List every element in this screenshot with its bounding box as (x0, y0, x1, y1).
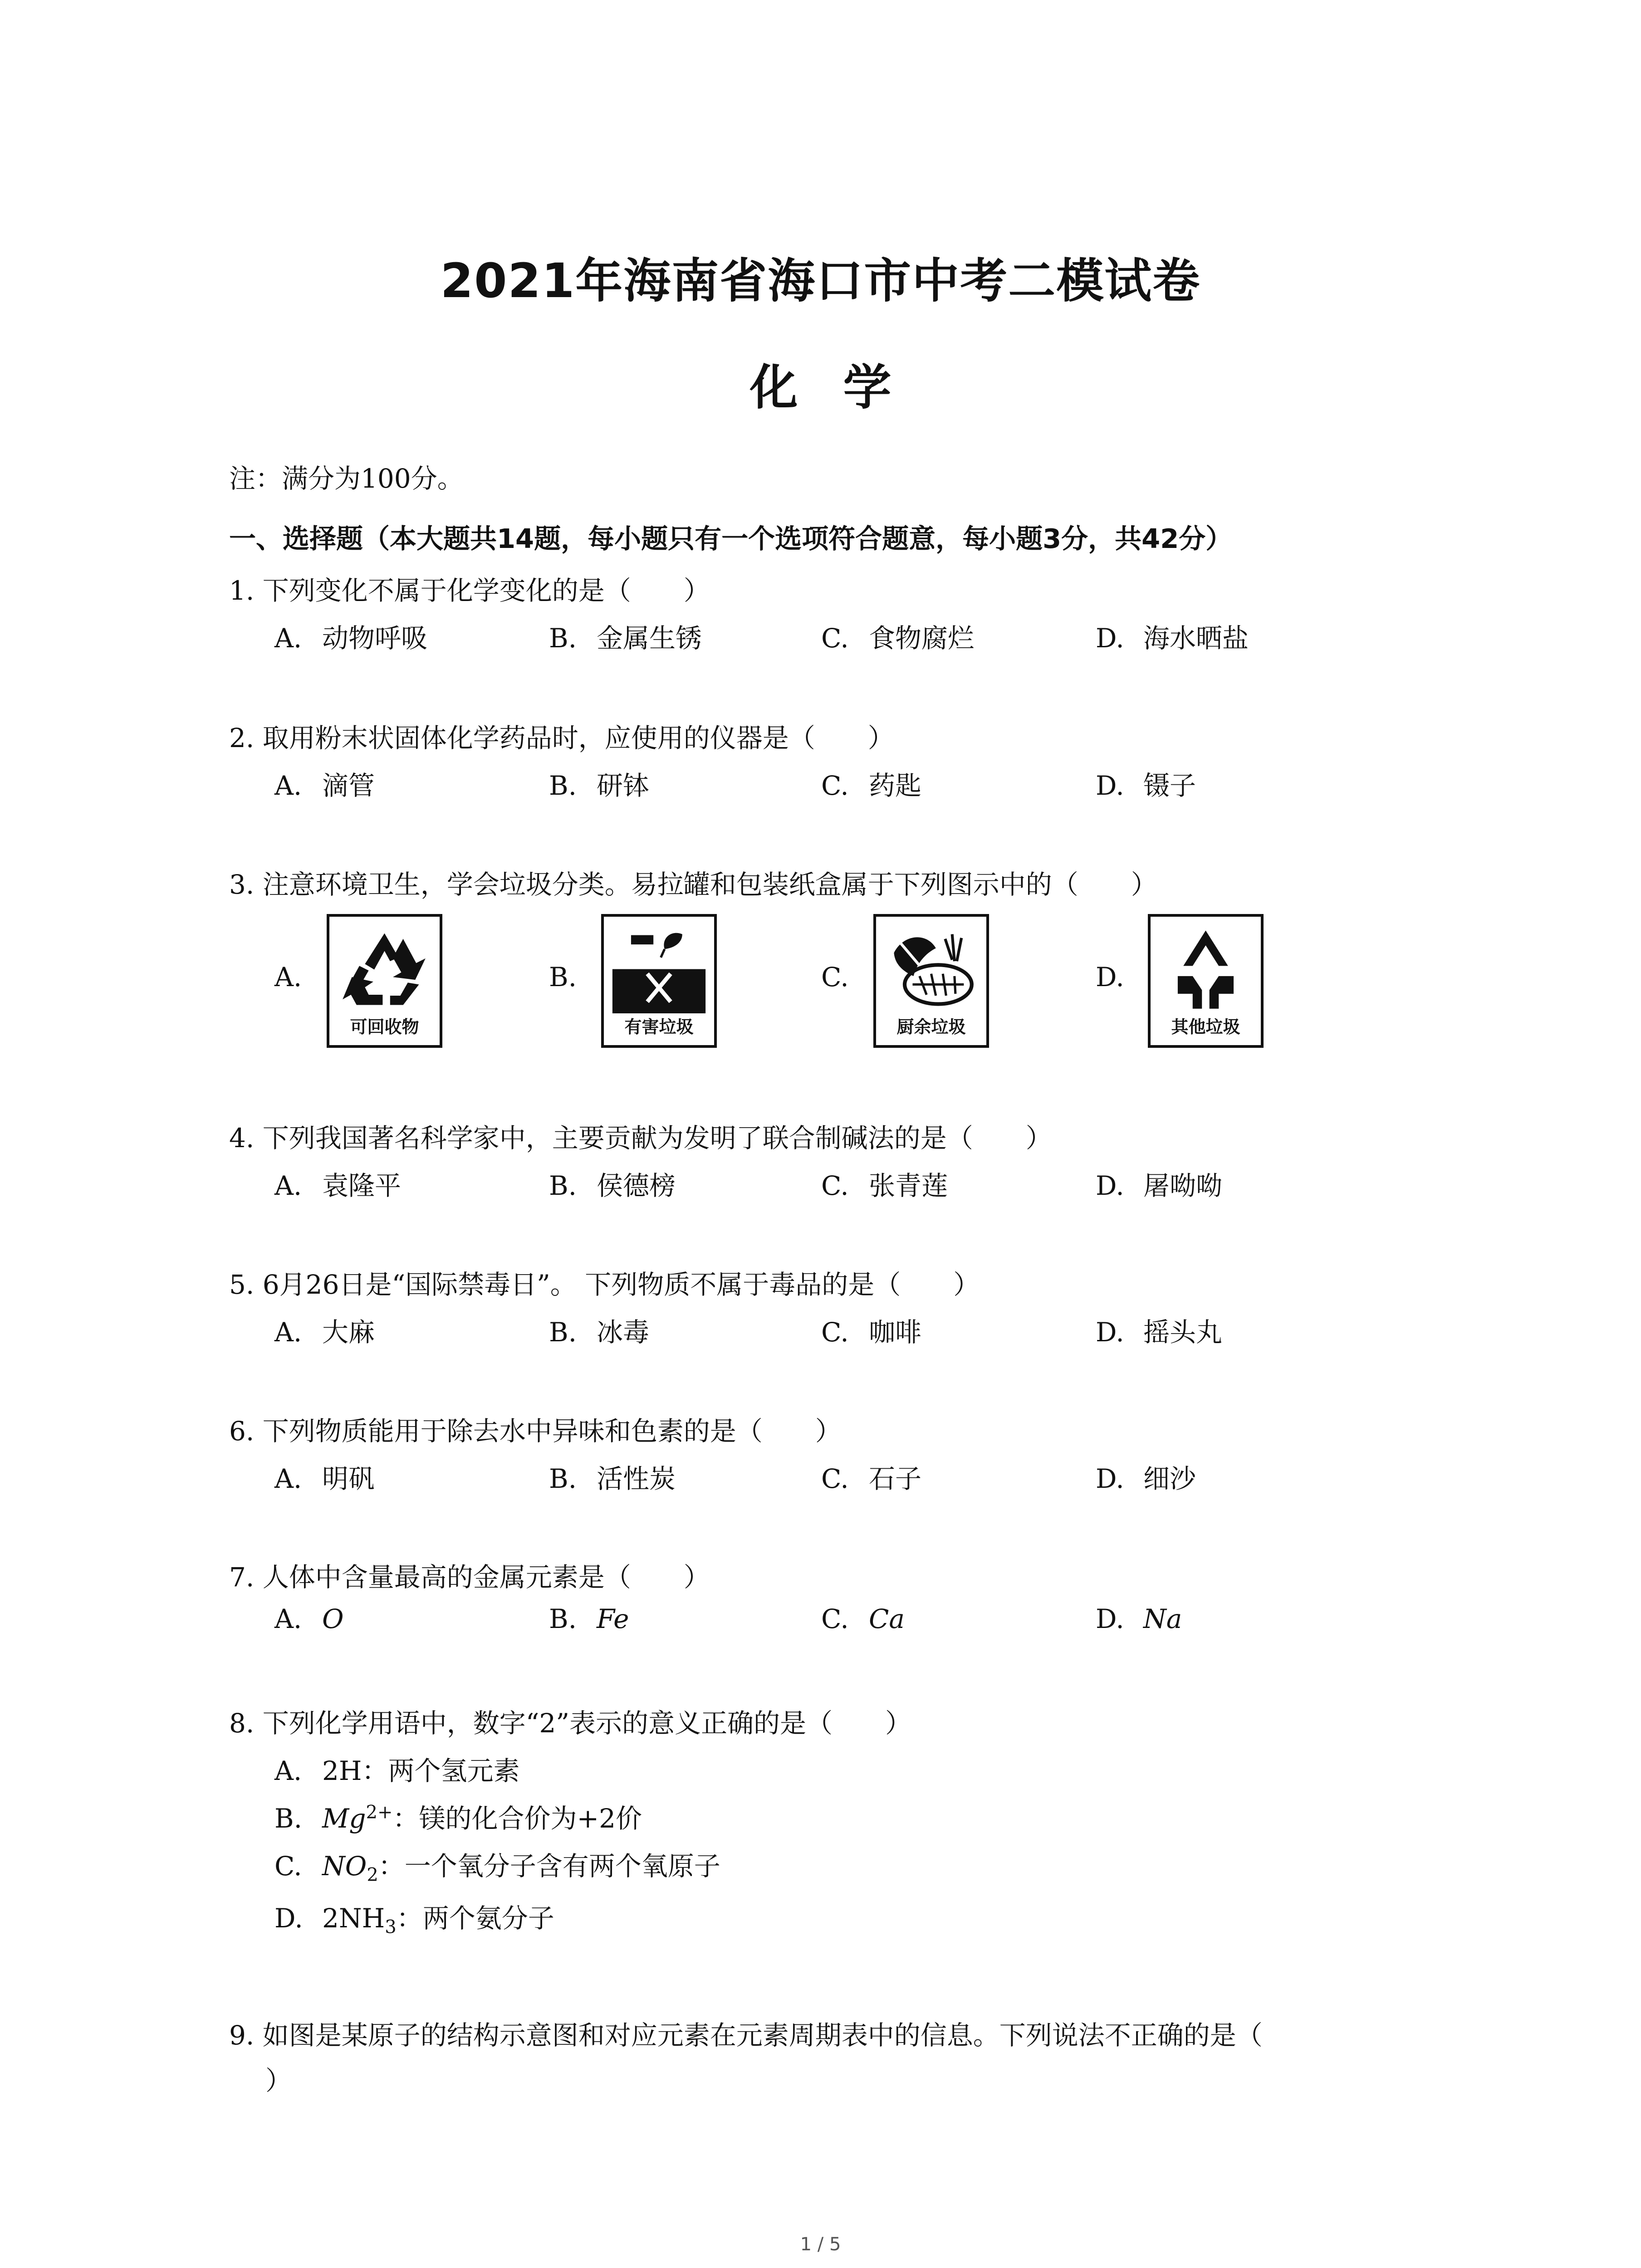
question-5-option-a[interactable]: A. 大麻 (274, 1317, 375, 1348)
page-number: 1 / 5 (800, 2234, 841, 2255)
question-8-option-b[interactable]: B. $Mg^{2+}$：镁的化合价为+2价 (274, 1802, 642, 1834)
other-waste-icon (1159, 925, 1253, 1013)
score-note: 注：满分为100分。 (229, 463, 464, 494)
question-6-option-b[interactable]: B. 活性炭 (549, 1463, 676, 1494)
question-3-option-d[interactable] (1148, 914, 1264, 1048)
question-5-option-d[interactable]: D. 摇头丸 (1096, 1317, 1223, 1348)
question-4-option-d[interactable]: D. 屠呦呦 (1096, 1170, 1223, 1201)
question-1-stem: 1. 下列变化不属于化学变化的是（ ） (229, 575, 710, 606)
hazard-icon (612, 925, 706, 1013)
question-7-option-d[interactable]: D. Na (1096, 1603, 1182, 1634)
question-8-option-d[interactable]: D. $2NH_3$：两个氨分子 (274, 1903, 554, 1938)
kitchen-waste-icon (884, 925, 978, 1013)
page-title: 2021年海南省海口市中考二模试卷 (440, 253, 1201, 308)
question-1-option-d[interactable]: D. 海水晒盐 (1096, 623, 1249, 654)
question-3-stem: 3. 注意环境卫生，学会垃圾分类。易拉罐和包装纸盒属于下列图示中的（ ） (229, 869, 1157, 900)
question-7-option-a[interactable]: A. O (274, 1603, 344, 1634)
question-4-option-b[interactable]: B. 侯德榜 (549, 1170, 676, 1201)
question-7-option-c[interactable]: C. Ca (821, 1603, 905, 1634)
question-7-option-b[interactable]: B. Fe (549, 1603, 629, 1634)
question-4-stem: 4. 下列我国著名科学家中，主要贡献为发明了联合制碱法的是（ ） (229, 1123, 1052, 1154)
question-1-option-c[interactable]: C. 食物腐烂 (821, 623, 975, 654)
recycle-icon (338, 925, 431, 1013)
question-2-option-a[interactable]: A. 滴管 (274, 770, 375, 801)
sign-label: 厨余垃圾 (896, 1017, 966, 1037)
question-9-stem: 9. 如图是某原子的结构示意图和对应元素在元素周期表中的信息。下列说法不正确的是（ (229, 2020, 1263, 2051)
question-8-option-a[interactable]: A. 2H：两个氢元素 (274, 1755, 520, 1786)
sign-label: 其他垃圾 (1171, 1017, 1240, 1037)
question-8-stem: 8. 下列化学用语中，数字“2”表示的意义正确的是（ ） (229, 1708, 911, 1739)
question-5-option-b[interactable]: B. 冰毒 (549, 1317, 650, 1348)
question-2-stem: 2. 取用粉末状固体化学药品时，应使用的仪器是（ ） (229, 723, 894, 753)
question-5-option-c[interactable]: C. 咖啡 (821, 1317, 922, 1348)
question-6-option-a[interactable]: A. 明矾 (274, 1463, 375, 1494)
question-6-stem: 6. 下列物质能用于除去水中异味和色素的是（ ） (229, 1416, 842, 1447)
question-6-option-c[interactable]: C. 石子 (821, 1463, 922, 1494)
question-8-option-c[interactable]: C. $NO_2$：一个氧分子含有两个氧原子 (274, 1851, 720, 1886)
question-3-letter-c: C. (821, 962, 849, 992)
question-6-option-d[interactable]: D. 细沙 (1096, 1463, 1196, 1494)
question-2-option-b[interactable]: B. 研钵 (549, 770, 650, 801)
question-4-option-a[interactable]: A. 袁隆平 (274, 1170, 402, 1201)
question-3-letter-d: D. (1096, 962, 1124, 992)
sign-label: 有害垃圾 (624, 1017, 694, 1037)
question-9-stem-continued: ） (265, 2065, 292, 2096)
question-5-stem: 5. 6月26日是“国际禁毒日”。 下列物质不属于毒品的是（ ） (229, 1269, 980, 1300)
question-3-option-a[interactable] (327, 914, 442, 1048)
question-1-option-b[interactable]: B. 金属生锈 (549, 623, 702, 654)
question-3-option-b[interactable] (601, 914, 717, 1048)
question-1-option-a[interactable]: A. 动物呼吸 (274, 623, 428, 654)
question-7-stem: 7. 人体中含量最高的金属元素是（ ） (229, 1562, 710, 1593)
question-3-letter-a: A. (274, 962, 302, 992)
question-4-option-c[interactable]: C. 张青莲 (821, 1170, 948, 1201)
sign-label: 可回收物 (350, 1017, 419, 1037)
page-subject: 化学 (749, 360, 937, 415)
question-3-option-c[interactable] (873, 914, 989, 1048)
section-heading: 一、选择题（本大题共14题，每小题只有一个选项符合题意，每小题3分，共42分） (229, 523, 1233, 554)
question-3-letter-b: B. (549, 962, 577, 992)
question-2-option-d[interactable]: D. 镊子 (1096, 770, 1196, 801)
question-2-option-c[interactable]: C. 药匙 (821, 770, 922, 801)
